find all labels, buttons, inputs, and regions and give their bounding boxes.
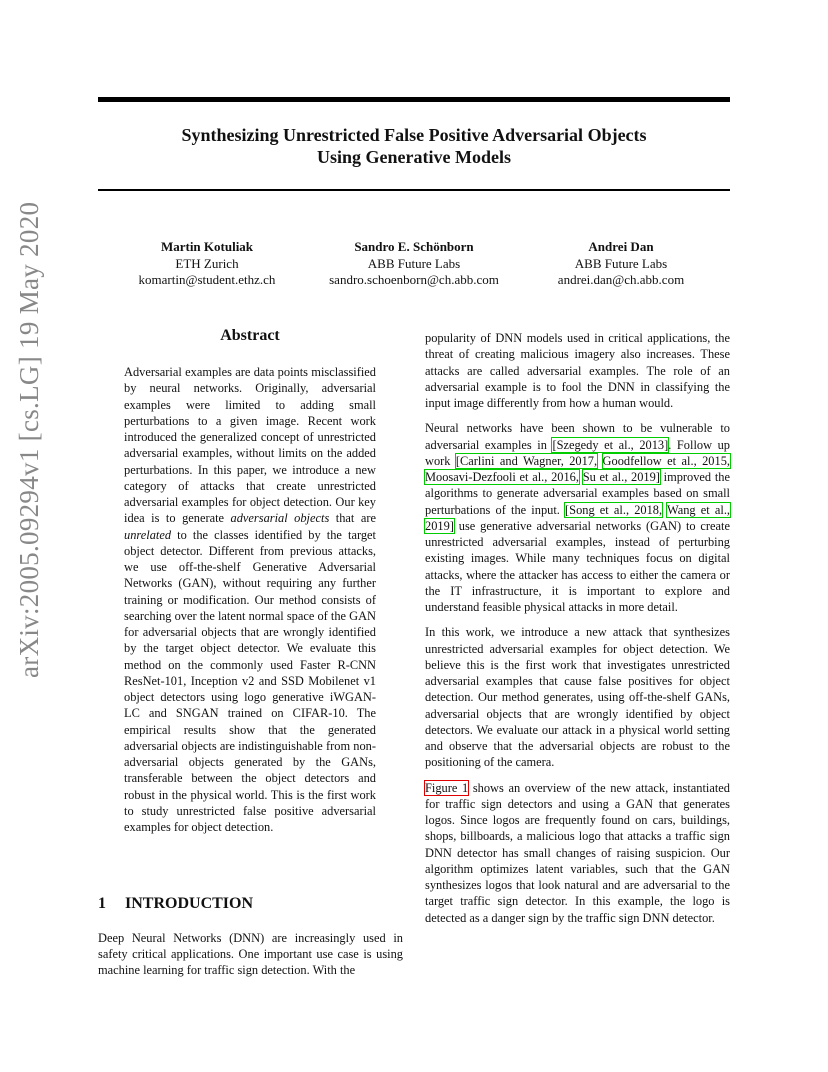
author-affiliation: ABB Future Labs — [574, 255, 668, 271]
author-affiliation: ETH Zurich — [175, 255, 239, 271]
section-title: INTRODUCTION — [125, 895, 254, 912]
citation-link[interactable]: [Song et al., 2018, — [565, 502, 663, 517]
section-number: 1 — [98, 895, 106, 912]
section-heading — [98, 895, 253, 913]
right-column — [425, 330, 730, 935]
text-part: . Follow up work — [425, 437, 730, 468]
citation-link[interactable]: Moosavi-Dezfooli et al., 2016, — [425, 470, 579, 484]
abstract-part: Adversarial examples are data points misclassified by neural networks. Originally, adversarial examples were limited to adding small perturbations to a given image. Recent work introduced the generalized concept of unrestricted adversarial examples, without limits on the added perturbations. In this paper, we introduce a new category of attacks that create unrestricted adversarial examples for object detection. Our key idea is to generate — [124, 365, 376, 526]
citation-link[interactable]: Su et al., 2019] — [582, 470, 660, 484]
author-affiliation: ABB Future Labs — [367, 255, 461, 271]
abstract-part: that are — [329, 511, 377, 526]
paragraph: In this work, we introduce a new attack that synthesizes unrestricted adversarial examples for object detection. We believe this is the first work that investigates unrestricted adversarial examples that cause false positives for object detection. Our method generates, using off-the-shelf GANs, adversarial objects that are wrongly identified by object detectors. We evaluate our attack in a physical world setting and observe that the adversarial objects are robust to the positioning of the camera. — [425, 625, 730, 770]
top-rule — [98, 97, 730, 102]
citation-link[interactable]: [Carlini and Wagner, 2017, — [455, 453, 598, 468]
author-block — [299, 239, 529, 289]
author-block — [92, 239, 322, 289]
paragraph: popularity of DNN models used in critical applications, the threat of creating malicious imagery also increases. These attacks are called adversarial examples. The role of an adversarial example is to fool the DNN in classifying the input image differently from how a human would. — [425, 331, 730, 410]
text-part: use generative adversarial networks (GAN) to create unrestricted adversarial examples, instead of perturbing existing images. While many techniques focus on digital attacks, where the attacker has access to either the camera or the IT infrastructure, it is important to explore and understand feasible physical attacks in more detail. — [425, 518, 730, 614]
author-email[interactable]: komartin@student.ethz.ch — [138, 272, 276, 287]
author-name: Sandro E. Schönborn — [354, 239, 474, 254]
text-part: improved the algorithms to generate adversarial examples based on small perturbations of the input. — [425, 470, 730, 517]
title-rule — [98, 189, 730, 191]
author-block — [506, 239, 736, 289]
paragraph — [425, 420, 730, 615]
title-line-2: Using Generative Models — [317, 147, 511, 167]
text-part: Neural networks have been shown to be vulnerable to adversarial examples in — [425, 421, 730, 452]
paragraph — [425, 780, 730, 926]
arxiv-identifier: arXiv:2005.09294v1 [cs.LG] 19 May 2020 — [14, 201, 44, 678]
paper-title — [98, 124, 730, 168]
title-line-1: Synthesizing Unrestricted False Positive Adversarial Objects — [181, 125, 647, 145]
author-name: Martin Kotuliak — [160, 239, 254, 254]
abstract-text — [124, 364, 376, 835]
citation-link[interactable]: Goodfellow et al., 2015, — [602, 453, 730, 468]
figure-reference-link[interactable]: Figure 1 — [425, 780, 469, 795]
author-name: Andrei Dan — [588, 239, 654, 254]
author-email[interactable]: andrei.dan@ch.abb.com — [557, 272, 685, 287]
abstract-emphasis: unrelated — [124, 527, 172, 542]
abstract-emphasis: adversarial objects — [230, 511, 330, 526]
author-email[interactable]: sandro.schoenborn@ch.abb.com — [329, 272, 499, 287]
citation-link[interactable]: Wang et al., 2019] — [425, 502, 731, 533]
intro-paragraph: Deep Neural Networks (DNN) are increasingly used in safety critical applications. One important use case is using machine learning for traffic sign detection. With the — [98, 931, 403, 978]
citation-link[interactable]: [Szegedy et al., 2013] — [552, 437, 669, 452]
text-part: shows an overview of the new attack, instantiated for traffic sign detectors and using a GAN that generates logos. Since logos are frequently found on cars, buildings, shops, billboards, a malicious logo that attacks a traffic sign DNN detector has small changes of raising suspicion. Our algorithm optimizes latent variables, such that the GAN synthesizes logos that look natural and are adversarial to the target traffic sign detector. In this example, the logo is detected as a danger sign by the traffic sign DNN detector. — [425, 780, 730, 925]
abstract-heading: Abstract — [220, 327, 280, 344]
abstract-part: to the classes identified by the target object detector. Different from previous attacks, we use off-the-shelf Generative Adversarial Networks (GAN), without requiring any further training or modification. Our method consists of searching over the latent normal space of the GAN for adversarial objects that are wrongly identified by the target object detector. We evaluate this method on the commonly used Faster R-CNN ResNet-101, Inception v2 and SSD Mobilenet v1 object detectors using logo generative iWGAN-LC and SNGAN trained on CIFAR-10. The empirical results show that the generated adversarial objects are indistinguishable from non-adversarial objects generated by the GANs, transferable between the object detectors and robust in the physical world. This is the first work to study unrestricted false positive adversarial examples for object detection. — [124, 527, 376, 834]
